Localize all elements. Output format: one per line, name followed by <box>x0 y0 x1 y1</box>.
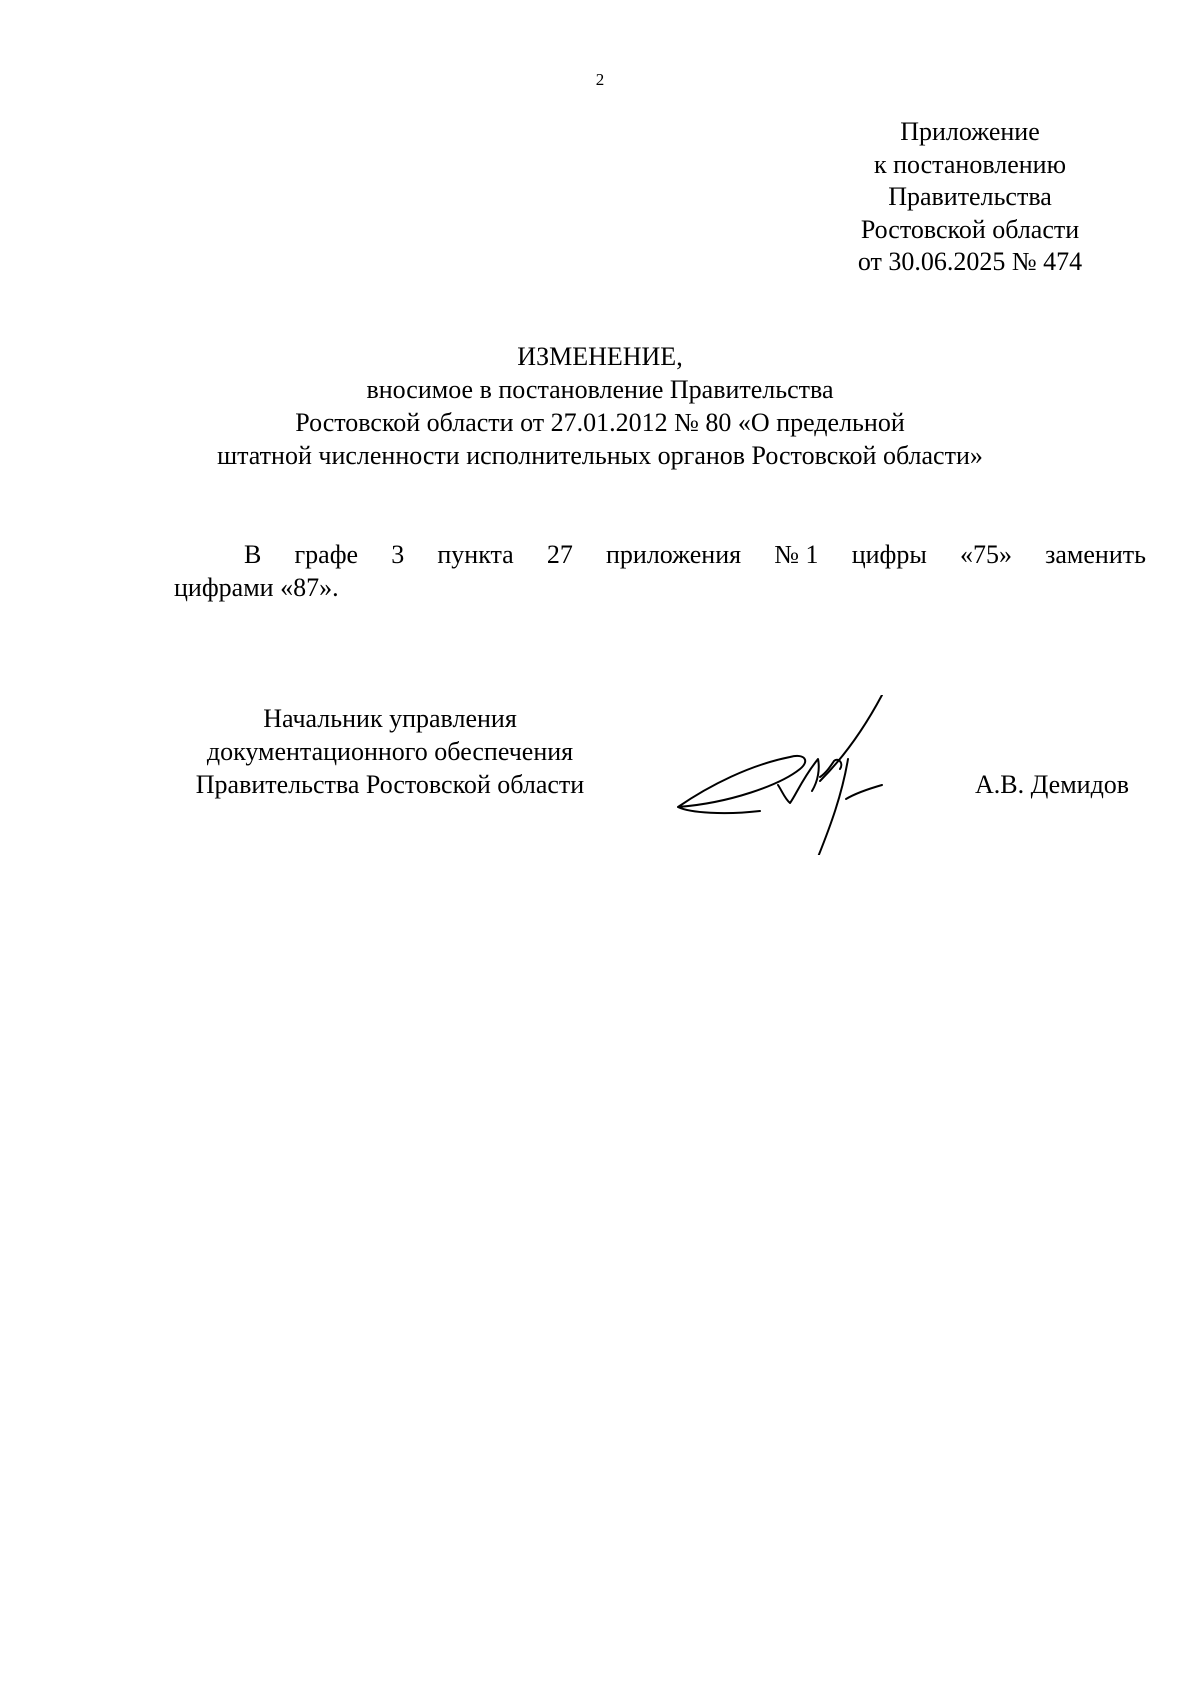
document-heading <box>130 340 1070 472</box>
body-first-line <box>174 538 1146 571</box>
body-word: № 1 <box>774 540 819 569</box>
body-word: пункта <box>437 540 514 569</box>
body-word: графе <box>294 540 359 569</box>
appendix-line: Приложение <box>900 117 1040 146</box>
body-word: цифры <box>851 540 927 569</box>
heading-line: Ростовской области от 27.01.2012 № 80 «О предельной <box>295 408 905 437</box>
body-word: 27 <box>546 540 573 569</box>
heading-line: штатной численности исполнительных органов Ростовской области» <box>217 441 983 470</box>
body-second-line: цифрами «87». <box>174 573 339 602</box>
body-paragraph <box>174 538 1146 604</box>
signature-stroke <box>778 759 819 803</box>
signer-name: А.В. Демидов <box>975 770 1130 799</box>
appendix-line: Ростовской области <box>860 214 1080 244</box>
body-word: 3 <box>391 540 405 569</box>
body-word: «75» <box>959 540 1012 569</box>
body-word: заменить <box>1045 540 1146 569</box>
body-word: приложения <box>605 540 742 569</box>
appendix-line: к постановлению <box>873 149 1067 179</box>
position-line: Правительства Ростовской области <box>195 770 585 799</box>
signatory-position <box>160 702 620 801</box>
signature-stroke <box>818 759 848 855</box>
signature-stroke <box>678 756 805 813</box>
appendix-line: Правительства <box>888 182 1052 211</box>
appendix-line: от 30.06.2025 № 474 <box>857 247 1083 276</box>
page-number: 2 <box>595 70 605 89</box>
position-line: Начальник управления <box>263 704 517 733</box>
signature-stroke <box>846 785 882 799</box>
body-word: В <box>244 540 262 569</box>
document-title: ИЗМЕНЕНИЕ, <box>517 342 683 371</box>
position-line: документационного обеспечения <box>206 737 574 766</box>
heading-line: вносимое в постановление Правительства <box>366 375 834 404</box>
appendix-header <box>810 116 1130 279</box>
handwritten-signature <box>670 695 970 855</box>
